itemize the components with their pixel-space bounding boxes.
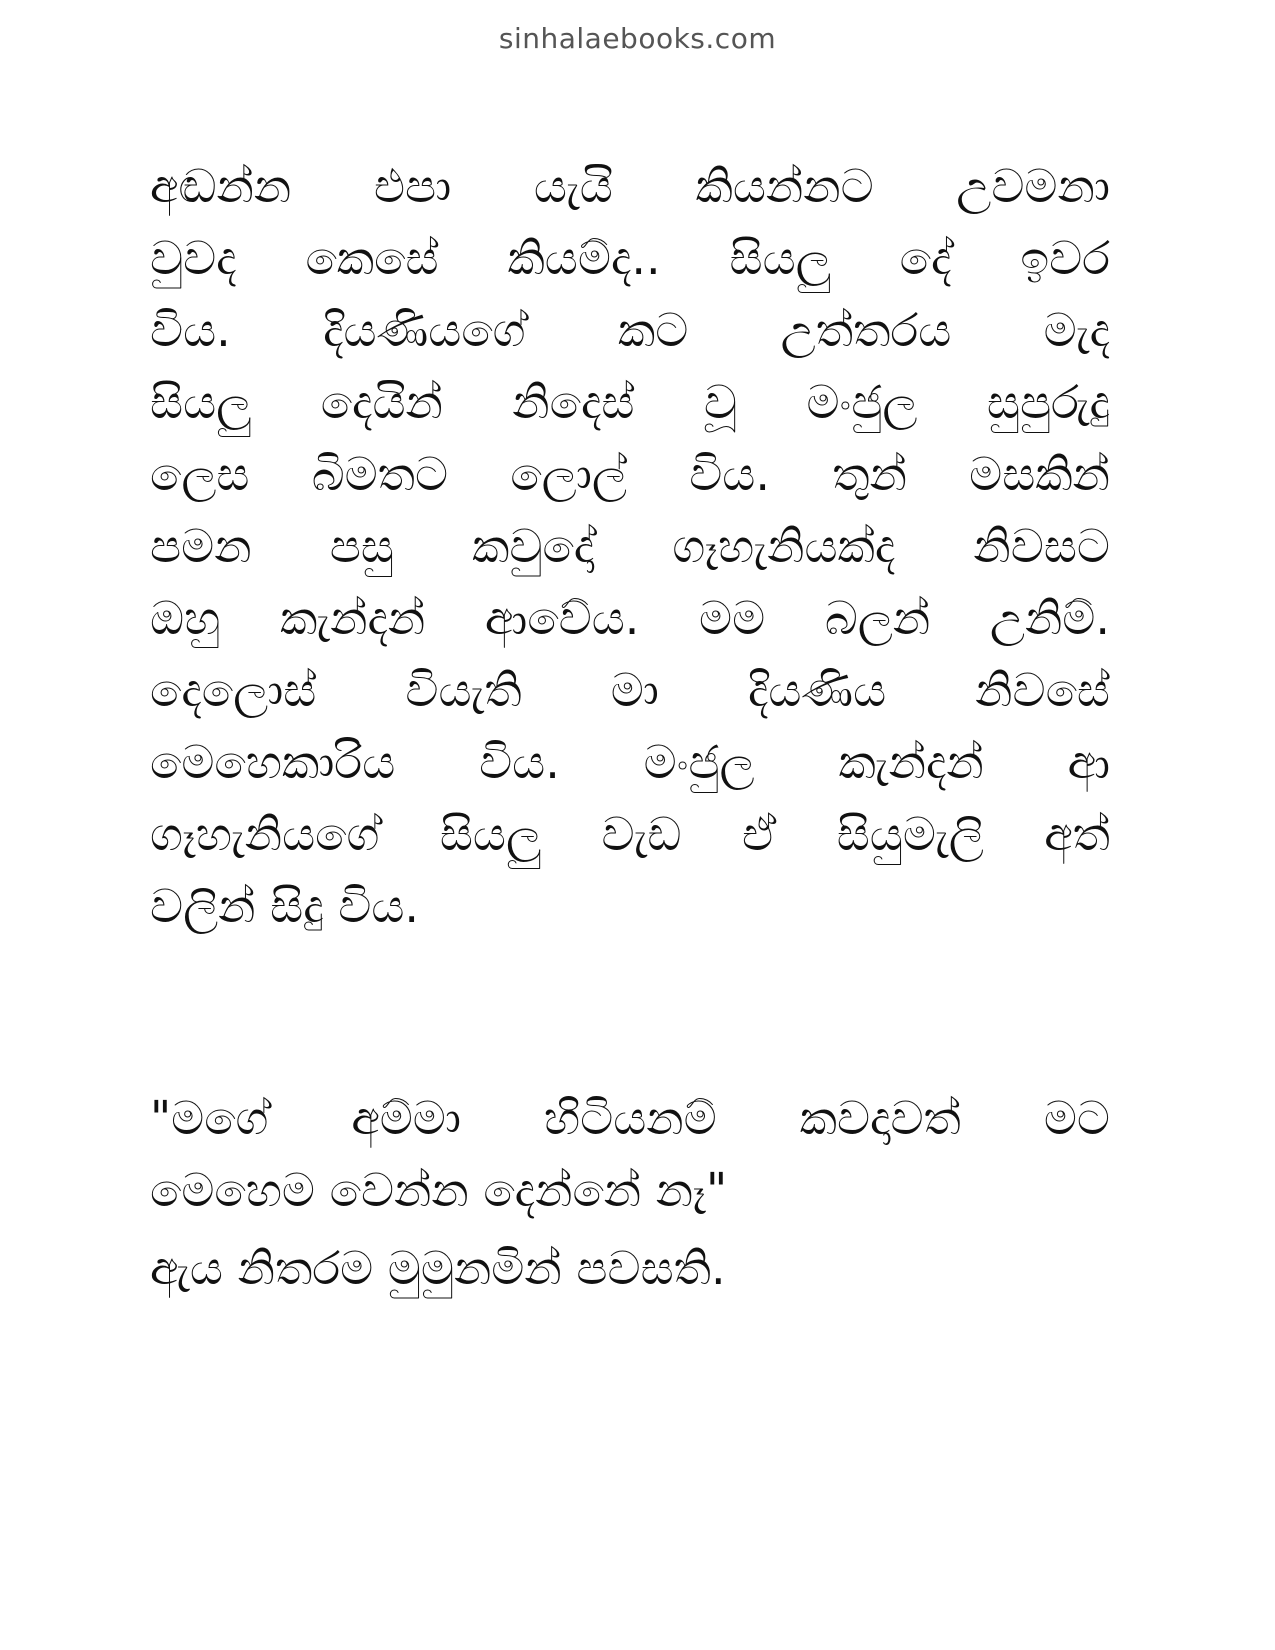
- page-body: [150, 150, 1110, 1304]
- text-line: දෙලොස් වියැති මා දියණිය නිවසේ: [150, 663, 1110, 717]
- quote-line: මෙහෙම වෙන්න දෙන්නේ නෑ": [150, 1163, 728, 1217]
- text-line: සියලු දෙයින් නිදෙස් වූ මංජුල සුපුරුදු: [150, 375, 1110, 429]
- text-line: ඇය නිතරම මුමුනමින් පවසති.: [150, 1241, 726, 1295]
- paragraph-2-quote: [150, 1082, 1110, 1226]
- paragraph-1: [150, 150, 1110, 942]
- text-line: ගෑහැනියගේ සියලු වැඩ ඒ සියුමැලි අත්: [150, 807, 1110, 861]
- text-line: පමන පසු කවුදෝ ගෑහැනියක්ද නිවසට: [150, 519, 1110, 573]
- site-header: sinhalaebooks.com: [498, 22, 777, 55]
- text-line: වුවද කෙසේ කියම්ද.. සියලු දේ ඉවර: [150, 231, 1110, 285]
- paragraph-3: [150, 1232, 1110, 1304]
- text-line: ඔහු කැන්දන් ආවේය. මම බලන් උනිම්.: [150, 591, 1110, 645]
- text-line: විය. දියණියගේ කට උත්තරය මැද: [150, 303, 1110, 357]
- paragraph-spacer: [150, 942, 1110, 1082]
- text-line: ලෙස බිමතට ලොල් විය. තුන් මසකින්: [150, 447, 1110, 501]
- text-line: වලින් සිදු විය.: [150, 879, 420, 933]
- quote-line: "මගේ අම්මා හිටියනම් කවදාවත් මට: [150, 1091, 1110, 1145]
- text-line: මෙහෙකාරිය විය. මංජුල කැන්දන් ආ: [150, 735, 1110, 789]
- text-line: අඬන්න එපා යැයි කියන්නට උවමනා: [150, 159, 1110, 213]
